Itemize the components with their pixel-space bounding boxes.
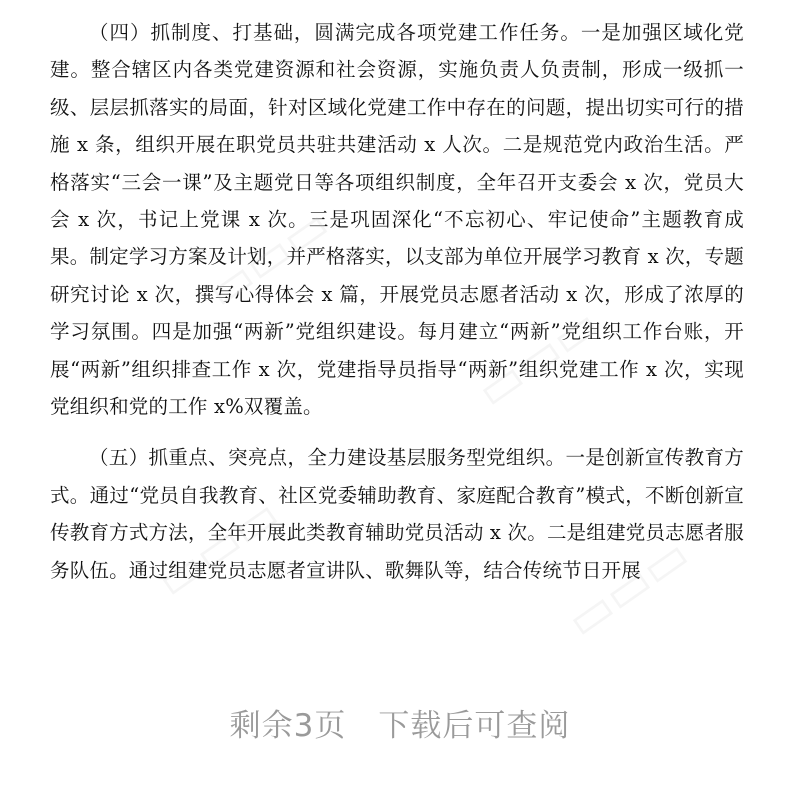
watermark-shape: ▭▭▭ [196,196,340,320]
document-body [50,14,744,589]
remaining-pages-notice[interactable]: 剩余3页 下载后可查阅 [229,708,571,744]
watermark-shape: ▭▭▭ [556,526,700,650]
watermark-shape: ▭▭▭ [466,296,610,420]
paragraph-section-five: （五）抓重点、突亮点，全力建设基层服务型党组织。一是创新宣传教育方式。通过“党员自我教育、社区党委辅助教育、家庭配合教育”模式，不断创新宣传教育方式方法，全年开展此类教育辅助党员活动 x 次。二是组建党员志愿者服务队伍。通过组建党员志愿者宣讲队、歌舞队等，结合传统节日开展 [50,446,744,582]
watermark-shape: ▭▭▭ [146,486,290,610]
paragraph-section-four: （四）抓制度、打基础，圆满完成各项党建工作任务。一是加强区域化党建。整合辖区内各类党建资源和社会资源，实施负责人负责制，形成一级抓一级、层层抓落实的局面，针对区域化党建工作中存在的问题，提出切实可行的措施 x 条，组织开展在职党员共驻共建活动 x 人次。二是规范党内政治生活。严格落实“三会一课”及主题党日等各项组织制度，全年召开支委会 x 次，党员大会 x 次，书记上党课 x 次。三是巩固深化“不忘初心、牢记使命”主题教育成果。制定学习方案及计划，并严格落实，以支部为单位开展学习教育 x 次，专题研究讨论 x 次，撰写心得体会 x 篇，开展党员志愿者活动 x 次，形成了浓厚的学习氛围。四是加强“两新”党组织建设。每月建立“两新”党组织工作台账，开展“两新”组织排查工作 x 次，党建指导员指导“两新”组织党建工作 x 次，实现党组织和党的工作 x%双覆盖。 [50,21,744,419]
